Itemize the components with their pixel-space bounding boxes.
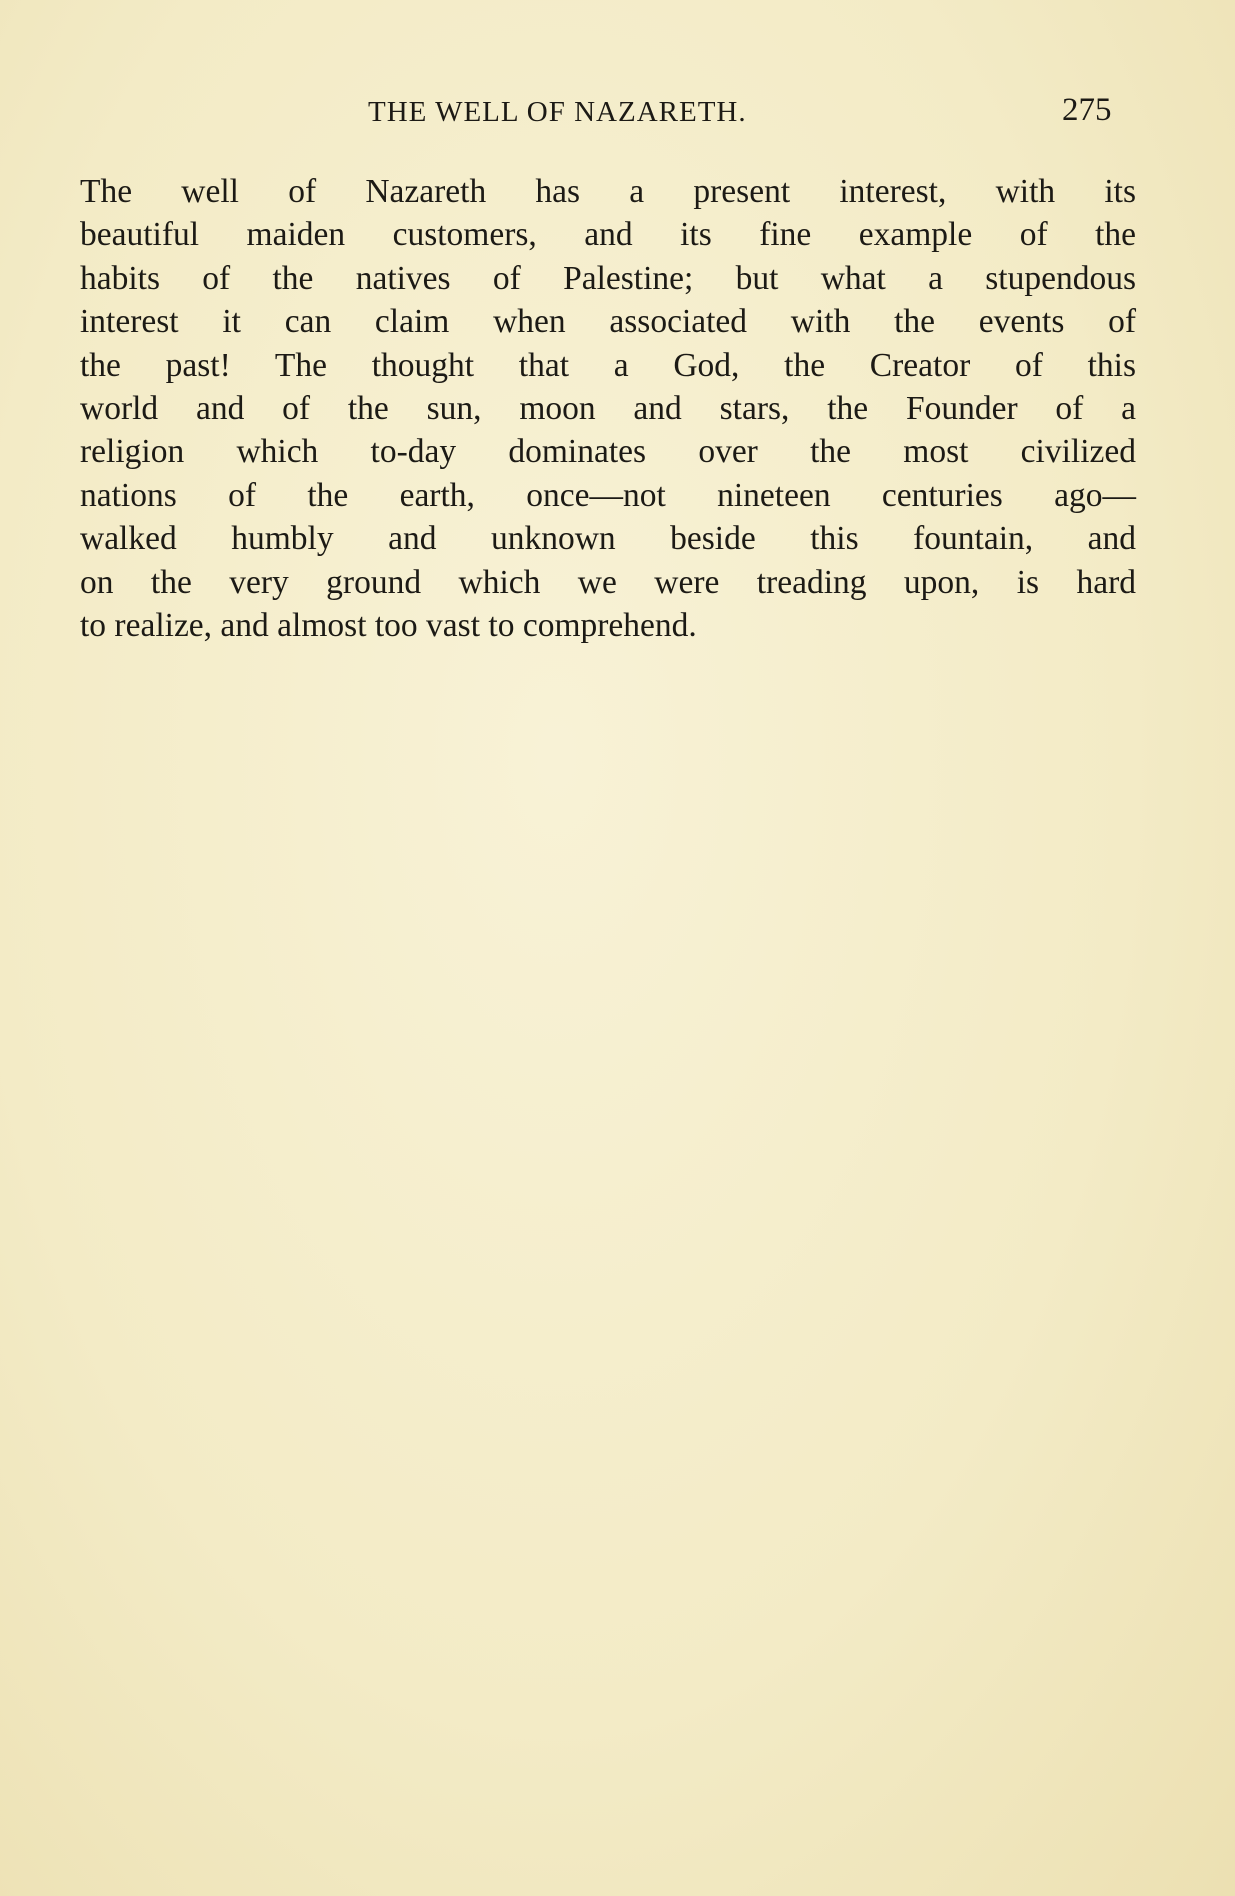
text-line: to realize, and almost too vast to comprehend. [80,607,697,645]
text-line: walked humbly and unknown beside this fountain, and [80,520,1136,558]
text-line: habits of the natives of Palestine; but what a stupendous [80,259,1136,297]
running-head [0,92,1235,136]
text-line: The well of Nazareth has a present interest, with its [80,173,1136,210]
text-line: nations of the earth, once—not nineteen centuries ago— [80,476,1136,514]
text-line: beautiful maiden customers, and its fine example of the [80,216,1136,254]
text-line: interest it can claim when associated with the events of [80,303,1136,341]
text-line: world and of the sun, moon and stars, the Founder of a [80,390,1136,428]
text-line: the past! The thought that a God, the Creator of this [80,346,1136,384]
text-line: religion which to-day dominates over the most civilized [80,433,1136,471]
page-number: 275 [1062,92,1112,128]
text-line: on the very ground which we were treading upon, is hard [80,563,1136,601]
body-paragraph [80,170,1136,647]
running-title: THE WELL OF NAZARETH. [368,96,747,128]
